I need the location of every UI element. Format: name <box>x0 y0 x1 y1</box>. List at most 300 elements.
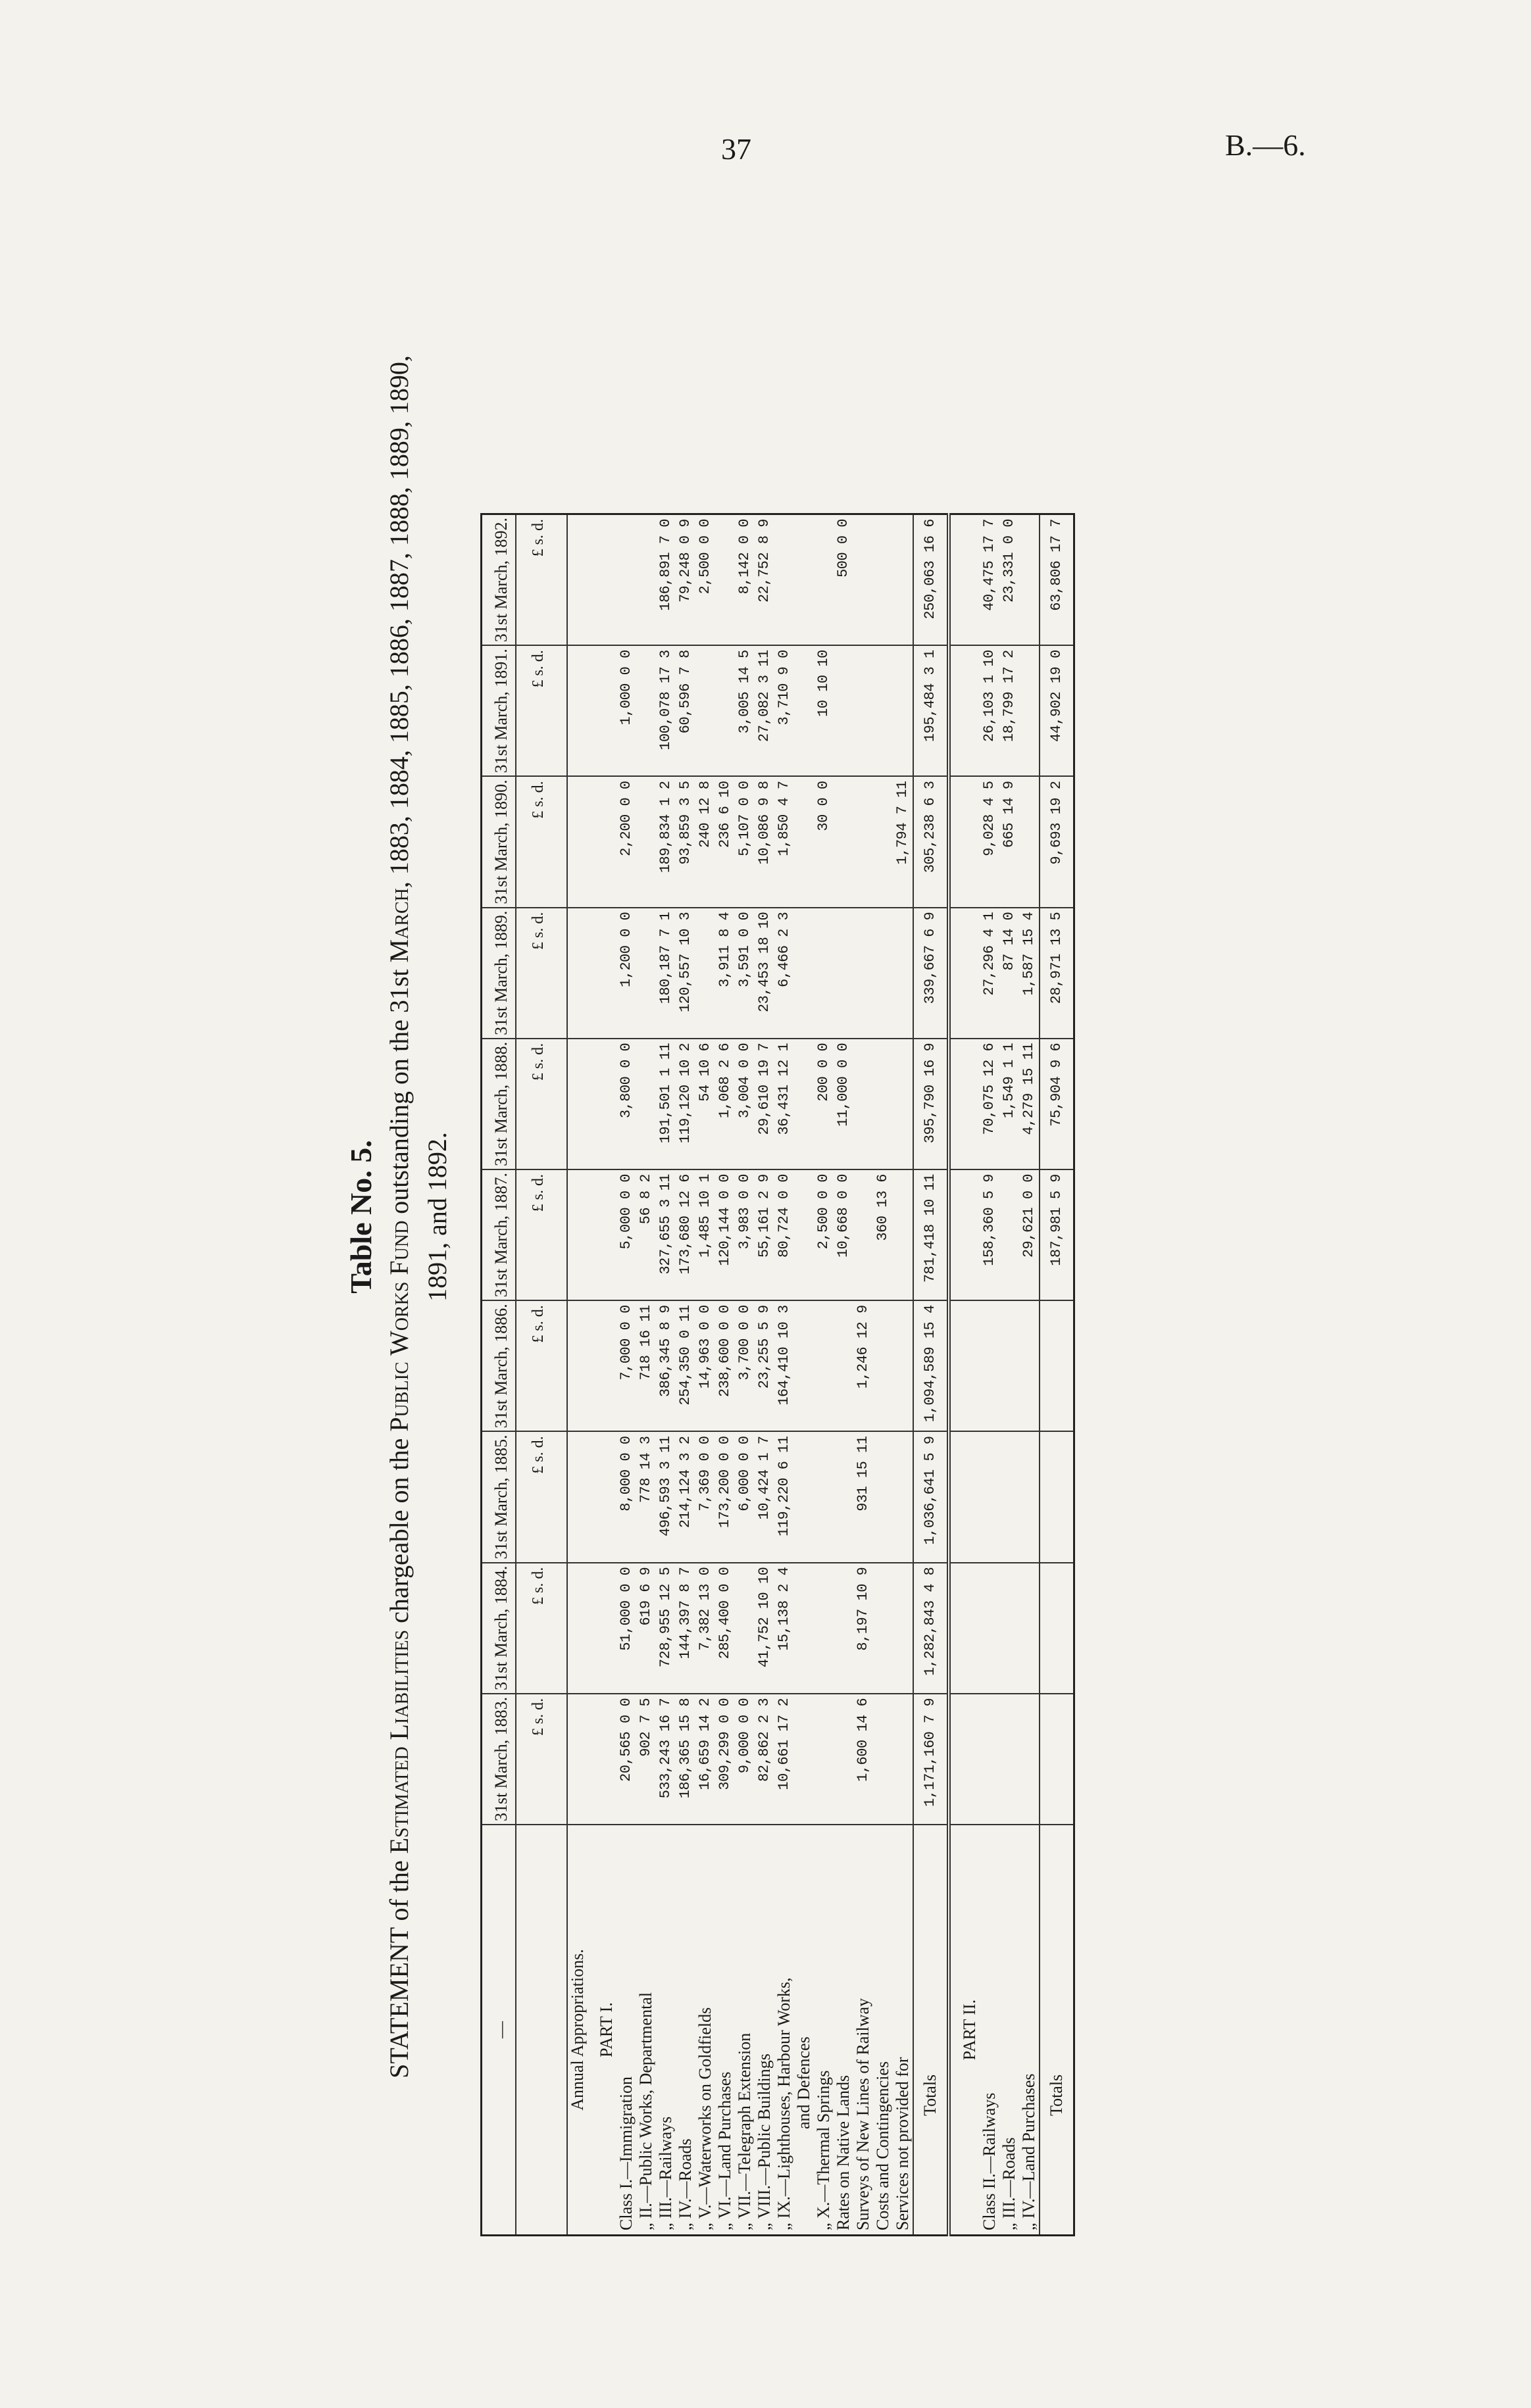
part1-row-label: „ VIII.—Public Buildings <box>755 1825 774 2235</box>
part1-row-cell: 236 6 10 <box>715 776 735 907</box>
part2-totals-cell: 9,693 19 2 <box>1040 776 1074 907</box>
part2-row-cell <box>1019 776 1040 907</box>
part1-row-cell <box>893 1563 913 1694</box>
section-heading-cell <box>567 1169 588 1300</box>
part2-row-cell <box>1019 1694 1040 1825</box>
part1-row-cell: 30 0 0 <box>814 776 834 907</box>
part1-row-cell: 386,345 8 9 <box>656 1300 676 1431</box>
part1-row-cell <box>695 645 715 776</box>
part1-row-cell <box>695 908 715 1039</box>
part1-row-cell <box>873 645 893 776</box>
col-header-1887: 31st March, 1887. <box>482 1169 516 1300</box>
part1-row-cell <box>853 908 873 1039</box>
col-header-1890: 31st March, 1890. <box>482 776 516 907</box>
part1-row-cell <box>834 645 853 776</box>
part1-row-cell <box>636 514 656 646</box>
part1-row-cell: 191,501 1 11 <box>656 1039 676 1169</box>
part1-row-cell: 778 14 3 <box>636 1431 656 1562</box>
part1-row-cell: 36,431 12 1 <box>774 1039 794 1169</box>
title-text-5: outstanding on the 31st <box>384 962 414 1221</box>
part1-row-cell <box>636 776 656 907</box>
part1-row-cell <box>814 1694 834 1825</box>
section-heading-label: Annual Appropriations. <box>567 1825 588 2235</box>
part2-row-cell: 158,360 5 9 <box>980 1169 999 1300</box>
part1-heading-cell <box>588 645 616 776</box>
part2-row-cell: 40,475 17 7 <box>980 514 999 646</box>
part2-row-cell <box>1019 1431 1040 1562</box>
part1-row-cell: 82,862 2 3 <box>755 1694 774 1825</box>
section-heading-cell <box>567 1039 588 1169</box>
part1-row-cell: 79,248 0 9 <box>676 514 695 646</box>
part2-row-cell <box>999 1300 1019 1431</box>
part1-row <box>814 514 834 2236</box>
part2-row <box>980 514 999 2236</box>
part1-row-continued-cell <box>794 1431 814 1562</box>
part1-heading <box>588 514 616 2236</box>
part1-row-cell: 119,220 6 11 <box>774 1431 794 1562</box>
part1-heading-cell <box>588 1694 616 1825</box>
part2-heading-cell <box>949 776 980 907</box>
part1-row-continued-cell <box>794 514 814 646</box>
part1-heading-cell <box>588 776 616 907</box>
part2-row-cell <box>980 1563 999 1694</box>
section-heading-cell <box>567 908 588 1039</box>
part2-heading-cell <box>949 1169 980 1300</box>
part1-row-label: „ V.—Waterworks on Goldfields <box>695 1825 715 2235</box>
part1-row-cell: 240 12 8 <box>695 776 715 907</box>
part1-row-label: Class I.—Immigration <box>616 1825 636 2235</box>
part1-row-cell: 1,200 0 0 <box>616 908 636 1039</box>
part1-row <box>636 514 656 2236</box>
part1-row-cell: 10,668 0 0 <box>834 1169 853 1300</box>
part1-row <box>853 514 873 2236</box>
part1-row-continued-cell <box>794 1039 814 1169</box>
part1-row-cell: 6,000 0 0 <box>735 1431 755 1562</box>
part2-heading-cell <box>949 1431 980 1562</box>
part1-row-cell: 120,557 10 3 <box>676 908 695 1039</box>
part1-row-label: Surveys of New Lines of Railway <box>853 1825 873 2235</box>
part1-row-cell: 3,700 0 0 <box>735 1300 755 1431</box>
part1-row-cell: 931 15 11 <box>853 1431 873 1562</box>
part2-heading-cell <box>949 1694 980 1825</box>
part1-row-label: Rates on Native Lands <box>834 1825 853 2235</box>
part1-row-cell <box>834 908 853 1039</box>
part1-row-cell <box>636 1039 656 1169</box>
part1-row-cell: 5,107 0 0 <box>735 776 755 907</box>
part1-row-cell <box>893 1431 913 1562</box>
part1-row-cell: 619 6 9 <box>636 1563 656 1694</box>
part1-row-cell: 238,600 0 0 <box>715 1300 735 1431</box>
col-header-1886: 31st March, 1886. <box>482 1300 516 1431</box>
part1-totals-cell: 781,418 10 11 <box>913 1169 949 1300</box>
section-heading-cell <box>567 645 588 776</box>
part1-row-cell: 41,752 10 10 <box>755 1563 774 1694</box>
part1-row-continued-cell <box>794 1694 814 1825</box>
section-heading-cell <box>567 1300 588 1431</box>
title-text-7: , 1883, 1884, 1885, 1886, 1887, 1888, 1889, 1890, <box>384 355 414 889</box>
table-number: Table No. 5. <box>344 1140 378 1294</box>
part1-row-cell <box>853 1169 873 1300</box>
part1-row-cell: 7,382 13 0 <box>695 1563 715 1694</box>
title-text-3: chargeable on the <box>384 1431 414 1630</box>
part1-row-label: „ II.—Public Works, Departmental <box>636 1825 656 2235</box>
units-cell: £ s. d. <box>516 1169 567 1300</box>
part1-totals-cell: 1,282,843 4 8 <box>913 1563 949 1694</box>
part2-totals-cell <box>1040 1300 1074 1431</box>
part1-row-cell: 3,710 9 0 <box>774 645 794 776</box>
part2-row-cell: 27,296 4 1 <box>980 908 999 1039</box>
part1-row-cell <box>616 514 636 646</box>
part1-row <box>735 514 755 2236</box>
part1-row-cell: 180,187 7 1 <box>656 908 676 1039</box>
part1-row-cell: 902 7 5 <box>636 1694 656 1825</box>
part1-row-cell <box>893 1300 913 1431</box>
part1-row-cell <box>735 1563 755 1694</box>
section-heading-cell <box>567 1694 588 1825</box>
part1-totals-cell: 250,063 16 6 <box>913 514 949 646</box>
part1-row-cell: 9,000 0 0 <box>735 1694 755 1825</box>
title-block <box>342 184 457 2249</box>
part1-row-cell: 6,466 2 3 <box>774 908 794 1039</box>
part1-row-cell: 327,655 3 11 <box>656 1169 676 1300</box>
units-cell: £ s. d. <box>516 645 567 776</box>
units-cell: £ s. d. <box>516 776 567 907</box>
part1-row-cell <box>873 1563 893 1694</box>
part1-totals <box>913 514 949 2236</box>
col-header-1892: 31st March, 1892. <box>482 514 516 646</box>
part2-row <box>1019 514 1040 2236</box>
part1-heading-cell <box>588 514 616 646</box>
part2-totals-cell: 44,902 19 0 <box>1040 645 1074 776</box>
part1-row-cell <box>814 908 834 1039</box>
part2-row-cell <box>999 1694 1019 1825</box>
part1-row-cell: 20,565 0 0 <box>616 1694 636 1825</box>
part2-totals <box>1040 514 1074 2236</box>
col-header-1888: 31st March, 1888. <box>482 1039 516 1169</box>
part2-row-label: Class II.—Railways <box>980 1825 999 2235</box>
part1-row-cell <box>715 514 735 646</box>
part1-row-cell <box>893 645 913 776</box>
part1-row-label: „ IV.—Roads <box>676 1825 695 2235</box>
part1-row-label: „ X.—Thermal Springs <box>814 1825 834 2235</box>
part2-row-cell <box>1019 645 1040 776</box>
title-text-2: Estimated Liabilities <box>384 1629 414 1854</box>
part1-row-cell <box>834 1694 853 1825</box>
part1-row-cell <box>873 1300 893 1431</box>
units-cell: £ s. d. <box>516 1039 567 1169</box>
part1-row-cell <box>814 1431 834 1562</box>
table-title-line2: 1891, and 1892. <box>422 1132 452 1302</box>
part1-row-cell <box>834 1431 853 1562</box>
page-number: 37 <box>721 132 751 166</box>
part1-totals-cell: 395,790 16 9 <box>913 1039 949 1169</box>
part1-row-cell: 100,078 17 3 <box>656 645 676 776</box>
part1-row-continued <box>794 514 814 2236</box>
part1-row-cell: 1,850 4 7 <box>774 776 794 907</box>
document-reference: B.—6. <box>1225 128 1306 162</box>
part1-row <box>755 514 774 2236</box>
label-column-header: — <box>482 1825 516 2235</box>
section-heading-cell <box>567 1431 588 1562</box>
part1-totals-cell: 305,238 6 3 <box>913 776 949 907</box>
part1-row-cell: 173,200 0 0 <box>715 1431 735 1562</box>
title-text-4: Public Works Fund <box>384 1220 414 1432</box>
part1-row-cell <box>893 514 913 646</box>
part1-row-cell: 1,600 14 6 <box>853 1694 873 1825</box>
part1-row-cell <box>893 1169 913 1300</box>
units-label-cell <box>516 1825 567 2235</box>
part1-row-cell: 27,082 3 11 <box>755 645 774 776</box>
part1-row-cell: 10 10 10 <box>814 645 834 776</box>
part1-row-continued-cell <box>794 645 814 776</box>
section-heading-cell <box>567 776 588 907</box>
part2-totals-cell <box>1040 1563 1074 1694</box>
part1-row-cell: 10,661 17 2 <box>774 1694 794 1825</box>
col-header-1884: 31st March, 1884. <box>482 1563 516 1694</box>
part2-row-cell <box>999 1431 1019 1562</box>
part1-row-cell <box>873 514 893 646</box>
part1-row-cell: 728,955 12 5 <box>656 1563 676 1694</box>
part2-totals-cell: 63,806 17 7 <box>1040 514 1074 646</box>
units-row <box>516 514 567 2236</box>
part2-heading-cell <box>949 1563 980 1694</box>
part2-totals-cell: 75,904 9 6 <box>1040 1039 1074 1169</box>
part2-heading-cell <box>949 514 980 646</box>
part2-heading-cell <box>949 1039 980 1169</box>
part2-row-label: „ III.—Roads <box>999 1825 1019 2235</box>
part2-totals-label: Totals <box>1040 1825 1074 2235</box>
part1-row-continued-cell <box>794 1300 814 1431</box>
part1-row-cell <box>853 645 873 776</box>
units-cell: £ s. d. <box>516 1694 567 1825</box>
part1-row-cell <box>636 908 656 1039</box>
part1-row-cell <box>853 514 873 646</box>
part1-row-continued-cell <box>794 908 814 1039</box>
col-header-1885: 31st March, 1885. <box>482 1431 516 1562</box>
part1-heading-cell <box>588 1431 616 1562</box>
part1-row-cell: 93,859 3 5 <box>676 776 695 907</box>
part2-totals-cell: 187,981 5 9 <box>1040 1169 1074 1300</box>
part1-row-cell <box>834 1300 853 1431</box>
part1-row-cell: 7,000 0 0 <box>616 1300 636 1431</box>
part1-row-cell: 1,485 10 1 <box>695 1169 715 1300</box>
part1-heading-cell <box>588 1039 616 1169</box>
part2-row <box>999 514 1019 2236</box>
part1-totals-label: Totals <box>913 1825 949 2235</box>
part1-totals-cell: 1,036,641 5 9 <box>913 1431 949 1562</box>
part1-row-label: „ IX.—Lighthouses, Harbour Works, <box>774 1825 794 2235</box>
part1-row <box>656 514 676 2236</box>
table-body <box>516 514 1074 2236</box>
part1-row-cell: 54 10 6 <box>695 1039 715 1169</box>
part1-row-cell: 164,410 10 3 <box>774 1300 794 1431</box>
part1-row <box>834 514 853 2236</box>
part1-row-cell <box>873 1694 893 1825</box>
part1-row-cell <box>853 776 873 907</box>
column-header-row <box>482 514 516 2236</box>
part1-row-cell: 2,500 0 0 <box>814 1169 834 1300</box>
part2-heading-cell <box>949 1300 980 1431</box>
part1-row-cell <box>893 1039 913 1169</box>
part1-heading-cell <box>588 1300 616 1431</box>
part2-totals-cell <box>1040 1431 1074 1562</box>
part1-row-label: Costs and Contingencies <box>873 1825 893 2235</box>
part1-row-cell <box>636 645 656 776</box>
part2-row-cell: 9,028 4 5 <box>980 776 999 907</box>
part1-row-cell <box>893 908 913 1039</box>
part1-row-cell: 120,144 0 0 <box>715 1169 735 1300</box>
section-heading <box>567 514 588 2236</box>
col-header-1891: 31st March, 1891. <box>482 645 516 776</box>
part1-row-cell: 285,400 0 0 <box>715 1563 735 1694</box>
part1-row-cell: 119,120 10 2 <box>676 1039 695 1169</box>
part1-row-cell <box>893 1694 913 1825</box>
part1-heading-cell <box>588 1169 616 1300</box>
title-text-1: STATEMENT of the <box>384 1854 414 2078</box>
part1-row-cell: 533,243 16 7 <box>656 1694 676 1825</box>
part1-totals-cell: 195,484 3 1 <box>913 645 949 776</box>
part2-row-cell: 70,075 12 6 <box>980 1039 999 1169</box>
part2-row-cell: 4,279 15 11 <box>1019 1039 1040 1169</box>
part1-row-cell <box>873 1039 893 1169</box>
part2-row-cell <box>1019 1563 1040 1694</box>
part1-row-cell <box>774 514 794 646</box>
part2-row-cell: 87 14 0 <box>999 908 1019 1039</box>
units-cell: £ s. d. <box>516 1563 567 1694</box>
part1-row-cell: 200 0 0 <box>814 1039 834 1169</box>
part1-row-label: „ VI.—Land Purchases <box>715 1825 735 2235</box>
part2-row-cell <box>980 1694 999 1825</box>
part2-row-cell: 18,799 17 2 <box>999 645 1019 776</box>
part1-row-cell: 173,680 12 6 <box>676 1169 695 1300</box>
part1-row-cell: 189,834 1 2 <box>656 776 676 907</box>
part2-row-cell: 29,621 0 0 <box>1019 1169 1040 1300</box>
part1-row-cell: 309,299 0 0 <box>715 1694 735 1825</box>
rotated-table-area <box>329 184 1342 2249</box>
part2-row-cell: 1,587 15 4 <box>1019 908 1040 1039</box>
part1-row-cell <box>834 776 853 907</box>
part1-row-cell: 23,453 18 10 <box>755 908 774 1039</box>
part1-row-cell: 80,724 0 0 <box>774 1169 794 1300</box>
part2-totals-cell: 28,971 13 5 <box>1040 908 1074 1039</box>
part2-row-cell: 23,331 0 0 <box>999 514 1019 646</box>
part2-row-cell: 665 14 9 <box>999 776 1019 907</box>
part1-row-cell: 10,086 9 8 <box>755 776 774 907</box>
part1-row-cell: 3,983 0 0 <box>735 1169 755 1300</box>
part2-row-cell <box>1019 1300 1040 1431</box>
part1-row-cell <box>873 908 893 1039</box>
title-text-6: March <box>384 888 414 963</box>
part1-row-cell: 3,911 8 4 <box>715 908 735 1039</box>
part1-row-cell <box>853 1039 873 1169</box>
part2-row-cell <box>980 1431 999 1562</box>
part1-totals-cell: 1,171,160 7 9 <box>913 1694 949 1825</box>
part1-row-continued-cell <box>794 1169 814 1300</box>
col-header-1889: 31st March, 1889. <box>482 908 516 1039</box>
part1-heading-cell <box>588 1563 616 1694</box>
part1-row-cell: 3,800 0 0 <box>616 1039 636 1169</box>
part1-heading-cell <box>588 908 616 1039</box>
section-heading-cell <box>567 514 588 646</box>
part1-row-cell: 55,161 2 9 <box>755 1169 774 1300</box>
section-heading-cell <box>567 1563 588 1694</box>
part1-row-cell: 1,000 0 0 <box>616 645 636 776</box>
part2-heading-cell <box>949 645 980 776</box>
part1-row-cell: 23,255 5 9 <box>755 1300 774 1431</box>
part1-row-continued-label: and Defences <box>794 1825 814 2235</box>
part2-row-cell <box>999 1169 1019 1300</box>
part1-row-cell: 3,004 0 0 <box>735 1039 755 1169</box>
part1-row-cell: 5,000 0 0 <box>616 1169 636 1300</box>
part1-row-cell: 1,794 7 11 <box>893 776 913 907</box>
liabilities-table <box>480 513 1075 2236</box>
part1-row-label: „ III.—Railways <box>656 1825 676 2235</box>
part1-row <box>774 514 794 2236</box>
part2-heading-label: PART II. <box>949 1825 980 2235</box>
part1-row <box>695 514 715 2236</box>
part1-heading-label: PART I. <box>588 1825 616 2235</box>
part2-row-cell: 26,103 1 10 <box>980 645 999 776</box>
part2-row-cell <box>999 1563 1019 1694</box>
part2-row-cell: 1,549 1 1 <box>999 1039 1019 1169</box>
part2-totals-cell <box>1040 1694 1074 1825</box>
part1-row-cell: 718 16 11 <box>636 1300 656 1431</box>
part2-row-label: „ IV.—Land Purchases <box>1019 1825 1040 2235</box>
part1-row-cell <box>814 514 834 646</box>
part1-row-cell: 8,142 0 0 <box>735 514 755 646</box>
part1-row-cell <box>873 1431 893 1562</box>
part1-row-cell: 186,365 15 8 <box>676 1694 695 1825</box>
part2-heading-cell <box>949 908 980 1039</box>
part1-row-cell: 144,397 8 7 <box>676 1563 695 1694</box>
part1-row-cell: 500 0 0 <box>834 514 853 646</box>
part2-row-cell <box>1019 514 1040 646</box>
part1-row-label: „ VII.—Telegraph Extension <box>735 1825 755 2235</box>
part1-row-continued-cell <box>794 776 814 907</box>
units-cell: £ s. d. <box>516 1300 567 1431</box>
part1-row-label: Services not provided for <box>893 1825 913 2235</box>
part1-row-cell: 15,138 2 4 <box>774 1563 794 1694</box>
part1-totals-cell: 339,667 6 9 <box>913 908 949 1039</box>
part1-row-cell: 3,591 0 0 <box>735 908 755 1039</box>
part1-row-cell: 8,000 0 0 <box>616 1431 636 1562</box>
part1-totals-cell: 1,094,589 15 4 <box>913 1300 949 1431</box>
part1-row-cell: 51,000 0 0 <box>616 1563 636 1694</box>
units-cell: £ s. d. <box>516 908 567 1039</box>
part1-row-cell: 496,593 3 11 <box>656 1431 676 1562</box>
part1-row-cell <box>873 776 893 907</box>
table-title-line1 <box>380 184 418 2249</box>
part1-row-cell: 60,596 7 8 <box>676 645 695 776</box>
part1-row-cell: 22,752 8 9 <box>755 514 774 646</box>
part1-row <box>616 514 636 2236</box>
part2-heading <box>949 514 980 2236</box>
part1-row-cell: 2,500 0 0 <box>695 514 715 646</box>
part1-row-cell: 3,005 14 5 <box>735 645 755 776</box>
part1-row-cell: 254,350 0 11 <box>676 1300 695 1431</box>
part1-row-cell: 16,659 14 2 <box>695 1694 715 1825</box>
part1-row-cell: 1,068 2 6 <box>715 1039 735 1169</box>
part1-row-cell <box>814 1300 834 1431</box>
part1-row-cell <box>834 1563 853 1694</box>
part1-row-cell: 2,200 0 0 <box>616 776 636 907</box>
part1-row-cell: 360 13 6 <box>873 1169 893 1300</box>
part1-row-cell: 8,197 10 9 <box>853 1563 873 1694</box>
part1-row-cell <box>715 645 735 776</box>
col-header-1883: 31st March, 1883. <box>482 1694 516 1825</box>
units-cell: £ s. d. <box>516 1431 567 1562</box>
part1-row-cell: 214,124 3 2 <box>676 1431 695 1562</box>
